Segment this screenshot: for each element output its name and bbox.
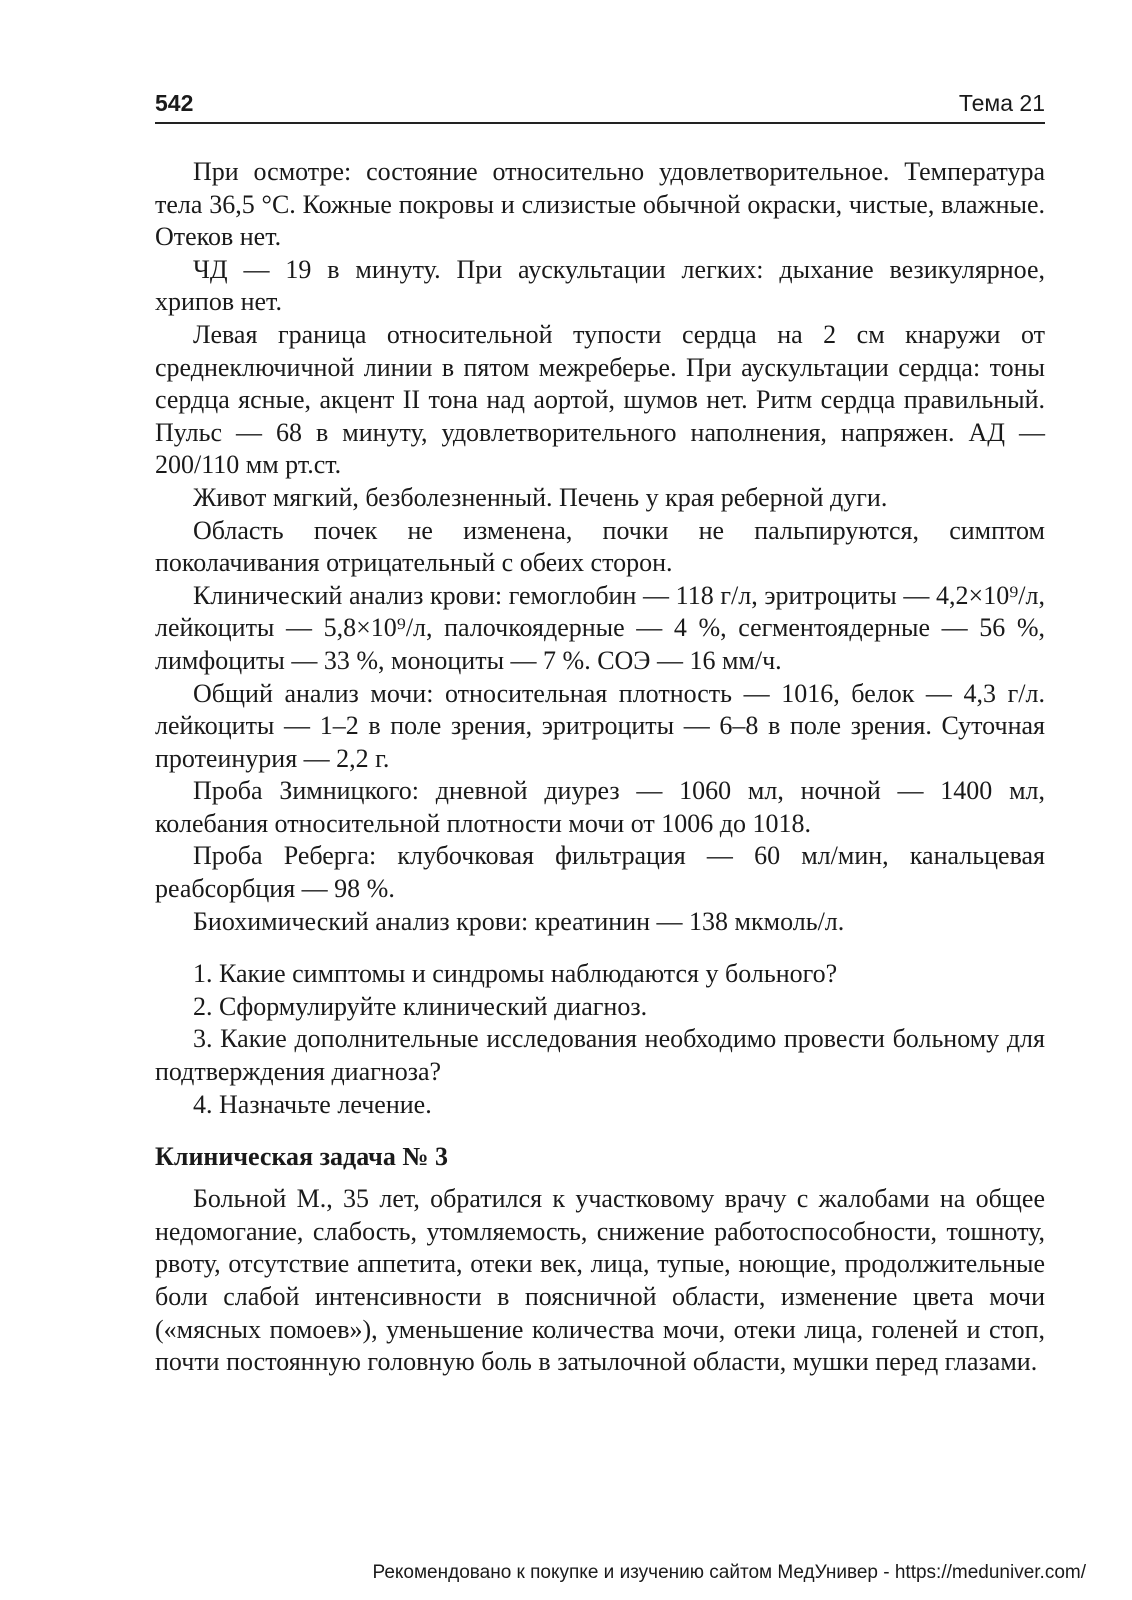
footer-recommendation: Рекомендовано к покупке и изучению сайтом МедУнивер - https://meduniver.com/ (372, 1562, 1086, 1583)
paragraph-blood-test: Клинический анализ крови: гемоглобин — 118 г/л, эритроциты — 4,2×10⁹/л, лейкоциты — 5,8×10⁹/л, палочкоядерные — 4 %, сегментоядерные — 56 %, лимфоциты — 33 %, моноциты — 7 %. СОЭ — 16 мм/ч. (155, 580, 1045, 675)
task-heading: Клиническая задача № 3 (155, 1142, 448, 1172)
paragraph-abdomen: Живот мягкий, безболезненный. Печень у края реберной дуги. (193, 482, 888, 512)
running-head: Тема 21 (958, 90, 1045, 116)
paragraph-examination: При осмотре: состояние относительно удовлетворительное. Температура тела 36,5 °С. Кожные покровы и слизистые обычной окраски, чистые, влажные. Отеков нет. (155, 157, 1045, 252)
page-header (155, 88, 1045, 124)
paragraph-zimnitsky: Проба Зимницкого: дневной диурез — 1060 мл, ночной — 1400 мл, колебания относительной плотности мочи от 1006 до 1018. (155, 776, 1045, 838)
paragraph-reberg: Проба Реберга: клубочковая фильтрация — 60 мл/мин, канальцевая реабсорбция — 98 %. (155, 841, 1045, 904)
task-text: Больной М., 35 лет, обратился к участковому врачу с жалобами на общее недомогание, слабость, утомляемость, снижение работоспособности, тошноту, рвоту, отсутствие аппетита, отеки век, лица, тупые, ноющие, продолжительные боли слабой интенсивности в поясничной области, изменение цвета мочи («мясных помоев»), уменьшение количества мочи, отеки лица, голеней и стоп, почти постоянную головную боль в затылочной области, мушки перед глазами. (155, 1184, 1045, 1377)
paragraph-kidneys: Область почек не изменена, почки не пальпируются, симптом поколачивания отрицательный с обеих сторон. (155, 515, 1045, 578)
page-number: 542 (155, 90, 194, 116)
paragraph-respiration: ЧД — 19 в минуту. При аускультации легких: дыхание везикулярное, хрипов нет. (155, 254, 1045, 317)
page-content (155, 156, 1045, 1379)
paragraph-heart: Левая граница относительной тупости сердца на 2 см кнаружи от среднеключичной линии в пятом межреберье. При аускультации сердца: тоны сердца ясные, акцент II тона над аортой, шумов нет. Ритм сердца правильный. Пульс — 68 в минуту, удовлетворительного наполнения, напряжен. АД — 200/110 мм рт.ст. (155, 319, 1045, 480)
question-2: 2. Сформулируйте клинический диагноз. (193, 991, 648, 1021)
question-3: 3. Какие дополнительные исследования необходимо провести больному для подтверждения диагноза? (155, 1024, 1045, 1087)
paragraph-biochemistry: Биохимический анализ крови: креатинин — 138 мкмоль/л. (193, 906, 845, 936)
question-4: 4. Назначьте лечение. (193, 1089, 432, 1119)
question-1: 1. Какие симптомы и синдромы наблюдаются у больного? (193, 959, 838, 989)
paragraph-urine-test: Общий анализ мочи: относительная плотность — 1016, белок — 4,3 г/л. лейкоциты — 1–2 в поле зрения, эритроциты — 6–8 в поле зрения. Суточная протеинурия — 2,2 г. (155, 678, 1045, 773)
